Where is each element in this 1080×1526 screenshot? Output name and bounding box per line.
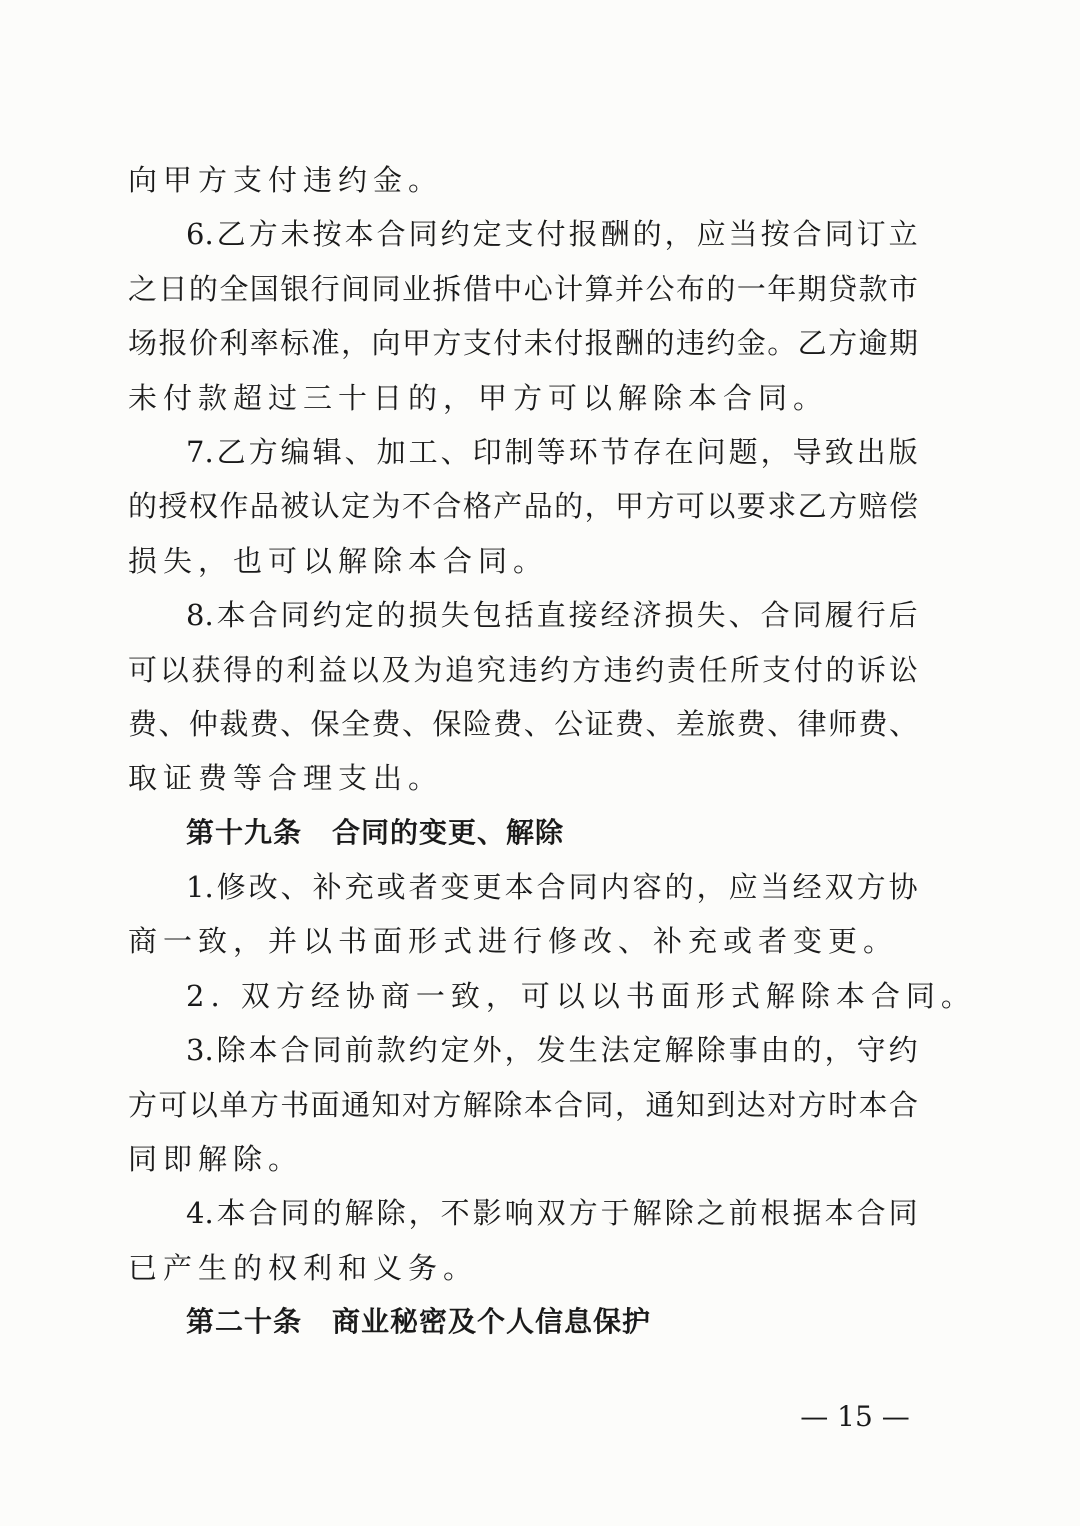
paragraph-line: 损失，也可以解除本合同。 <box>128 543 549 578</box>
paragraph-line: 取证费等合理支出。 <box>128 761 444 796</box>
paragraph-line: 2. 双方经协商一致，可以以书面形式解除本合同。 <box>186 978 976 1013</box>
paragraph-line: 费 、 仲 裁 费 、 保 全 费 、 保 险 费 、 公 证 费 、 差 旅 费 、 律 师 费 、 <box>128 706 918 741</box>
paragraph-line: 方 可 以 单 方 书 面 通 知 对 方 解 除 本 合 同 ， 通 知 到 达 对 方 时 本 合 <box>128 1087 918 1122</box>
paragraph-line: 3. 除 本 合 同 前 款 约 定 外 ， 发 生 法 定 解 除 事 由 的 ， 守 约 <box>186 1033 918 1068</box>
document-body <box>128 160 976 1357</box>
section-heading <box>128 813 918 853</box>
article-number: 第十九条 <box>186 815 303 849</box>
article-title: 商业秘密及个人信息保护 <box>332 1305 652 1339</box>
paragraph-line: 8. 本 合 同 约 定 的 损 失 包 括 直 接 经 济 损 失 、 合 同 履 行 后 <box>186 598 918 633</box>
paragraph-line: 商一致，并以书面形式进行修改、补充或者变更。 <box>128 924 899 959</box>
paragraph-line: 场 报 价 利 率 标 准 ， 向 甲 方 支 付 未 付 报 酬 的 违 约 金 。 乙 方 逾 期 <box>128 326 918 361</box>
paragraph-line: 6. 乙 方 未 按 本 合 同 约 定 支 付 报 酬 的 ， 应 当 按 合 同 订 立 <box>186 217 918 252</box>
paragraph-line: 7. 乙 方 编 辑 、 加 工 、 印 制 等 环 节 存 在 问 题 ， 导 致 出 版 <box>186 434 918 469</box>
article-number: 第二十条 <box>186 1305 303 1339</box>
paragraph-line: 向甲方支付违约金。 <box>128 163 444 197</box>
paragraph-line: 1. 修 改 、 补 充 或 者 变 更 本 合 同 内 容 的 ， 应 当 经 双 方 协 <box>186 870 918 905</box>
paragraph-line: 未付款超过三十日的，甲方可以解除本合同。 <box>128 380 829 415</box>
paragraph-line: 之 日 的 全 国 银 行 间 同 业 拆 借 中 心 计 算 并 公 布 的 一 年 期 贷 款 市 <box>128 271 918 306</box>
paragraph-line: 可 以 获 得 的 利 益 以 及 为 追 究 违 约 方 违 约 责 任 所 支 付 的 诉 讼 <box>128 652 918 687</box>
section-heading <box>128 1302 918 1342</box>
paragraph-line: 的 授 权 作 品 被 认 定 为 不 合 格 产 品 的 ， 甲 方 可 以 要 求 乙 方 赔 偿 <box>128 489 918 524</box>
page-number: — 15 — <box>800 1400 910 1433</box>
paragraph-line: 4. 本 合 同 的 解 除 ， 不 影 响 双 方 于 解 除 之 前 根 据 本 合 同 <box>186 1196 918 1231</box>
paragraph-line: 已产生的权利和义务。 <box>128 1250 479 1285</box>
article-title: 合同的变更、解除 <box>332 815 565 849</box>
paragraph-line: 同即解除。 <box>128 1142 304 1177</box>
